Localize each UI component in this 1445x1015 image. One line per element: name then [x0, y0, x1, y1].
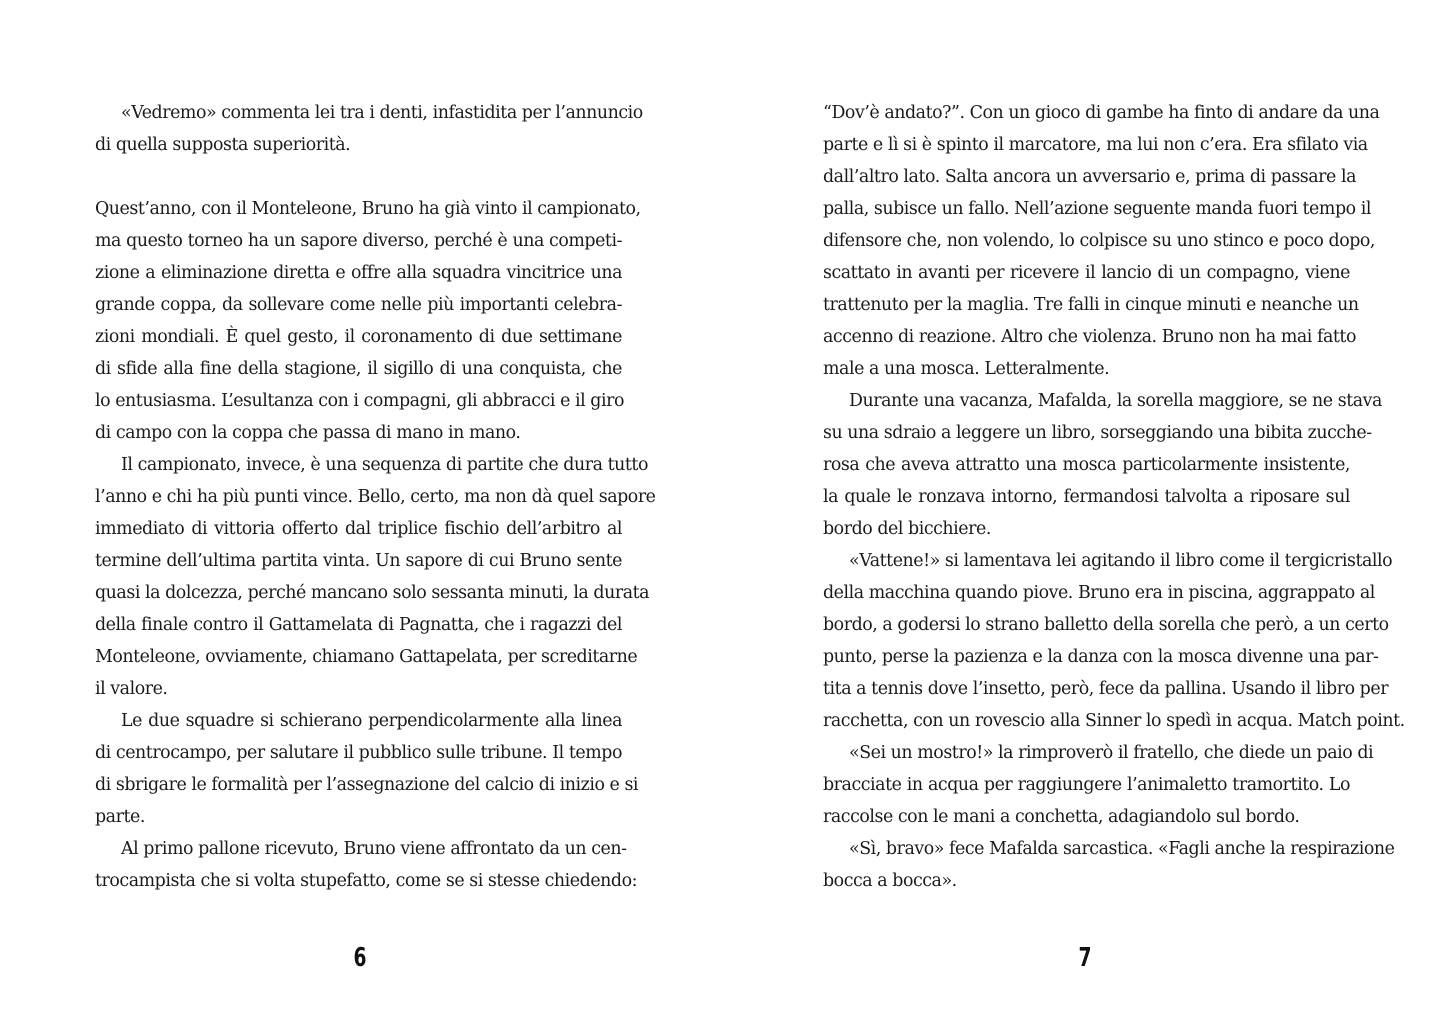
text-line: palla, subisce un fallo. Nell’azione seguente manda fuori tempo il	[823, 199, 1371, 219]
text-line: ma questo torneo ha un sapore diverso, perché è una competi-	[95, 231, 622, 251]
text-line: zioni mondiali. È quel gesto, il coronamento di due settimane	[95, 327, 622, 347]
text-line: «Vedremo» commenta lei tra i denti, infastidita per l’annuncio	[121, 103, 643, 123]
text-line: bordo, a godersi lo strano balletto della sorella che però, a un certo	[823, 615, 1389, 635]
text-line: dall’altro lato. Salta ancora un avversario e, prima di passare la	[823, 167, 1356, 187]
page-number-right: 7	[1078, 943, 1092, 973]
text-line: della finale contro il Gattamelata di Pagnatta, che i ragazzi del	[95, 615, 622, 635]
text-line: lo entusiasma. L’esultanza con i compagni, gli abbracci e il giro	[95, 391, 624, 411]
text-line: grande coppa, da sollevare come nelle più importanti celebra-	[95, 295, 622, 315]
text-line: «Vattene!» si lamentava lei agitando il libro come il tergicristallo	[849, 551, 1393, 571]
text-line: “Dov’è andato?”. Con un gioco di gambe ha finto di andare da una	[823, 103, 1380, 123]
text-line: di sbrigare le formalità per l’assegnazione del calcio di inizio e si	[95, 775, 639, 795]
text-line: parte.	[95, 807, 145, 827]
text-line: «Sei un mostro!» la rimproverò il fratello, che diede un paio di	[849, 743, 1374, 763]
text-line: Le due squadre si schierano perpendicolarmente alla linea	[121, 711, 622, 731]
right-page-text	[823, 97, 1405, 897]
text-line: di sfide alla fine della stagione, il sigillo di una conquista, che	[95, 359, 622, 379]
text-line: di campo con la coppa che passa di mano in mano.	[95, 423, 521, 443]
text-line: di centrocampo, per salutare il pubblico sulle tribune. Il tempo	[95, 743, 622, 763]
text-line: male a una mosca. Letteralmente.	[823, 359, 1110, 379]
text-line: Monteleone, ovviamente, chiamano Gattapelata, per screditarne	[95, 647, 638, 667]
text-line: Quest’anno, con il Monteleone, Bruno ha già vinto il campionato,	[95, 199, 641, 219]
text-line: di quella supposta superiorità.	[95, 135, 351, 155]
text-line: Durante una vacanza, Mafalda, la sorella maggiore, se ne stava	[849, 391, 1382, 411]
text-line: quasi la dolcezza, perché mancano solo sessanta minuti, la durata	[95, 583, 650, 603]
text-line: Al primo pallone ricevuto, Bruno viene affrontato da un cen-	[121, 839, 627, 859]
text-line: Il campionato, invece, è una sequenza di partite che dura tutto	[121, 455, 648, 475]
text-line: della macchina quando piove. Bruno era in piscina, aggrappato al	[823, 583, 1375, 603]
text-line: accenno di reazione. Altro che violenza. Bruno non ha mai fatto	[823, 327, 1356, 347]
text-line: punto, perse la pazienza e la danza con la mosca divenne una par-	[823, 647, 1379, 667]
text-line: trocampista che si volta stupefatto, come se si stesse chiedendo:	[95, 871, 638, 891]
text-line: l’anno e chi ha più punti vince. Bello, certo, ma non dà quel sapore	[95, 487, 656, 507]
text-line: immediato di vittoria offerto dal triplice fischio dell’arbitro al	[95, 519, 622, 539]
text-line: il valore.	[95, 679, 168, 699]
text-line: «Sì, bravo» fece Mafalda sarcastica. «Fagli anche la respirazione	[849, 839, 1395, 859]
left-page-text	[95, 97, 656, 897]
text-line: parte e lì si è spinto il marcatore, ma lui non c’era. Era sfilato via	[823, 135, 1368, 155]
text-line: rosa che aveva attratto una mosca particolarmente insistente,	[823, 455, 1350, 475]
text-line: termine dell’ultima partita vinta. Un sapore di cui Bruno sente	[95, 551, 622, 571]
text-line: zione a eliminazione diretta e offre alla squadra vincitrice una	[95, 263, 622, 283]
text-line: bordo del bicchiere.	[823, 519, 991, 539]
text-line: raccolse con le mani a conchetta, adagiandolo sul bordo.	[823, 807, 1300, 827]
page-number-left: 6	[353, 943, 367, 973]
text-line: su una sdraio a leggere un libro, sorseggiando una bibita zucche-	[823, 423, 1372, 443]
text-line: bracciate in acqua per raggiungere l’animaletto tramortito. Lo	[823, 775, 1350, 795]
text-line: racchetta, con un rovescio alla Sinner lo spedì in acqua. Match point.	[823, 711, 1405, 731]
text-line: difensore che, non volendo, lo colpisce su uno stinco e poco dopo,	[823, 231, 1376, 251]
text-line: tita a tennis dove l’insetto, però, fece da pallina. Usando il libro per	[823, 679, 1389, 699]
text-line: scattato in avanti per ricevere il lancio di un compagno, viene	[823, 263, 1350, 283]
text-line: bocca a bocca».	[823, 871, 957, 891]
text-line: la quale le ronzava intorno, fermandosi talvolta a riposare sul	[823, 487, 1350, 507]
paragraph-break	[95, 161, 622, 193]
text-line: trattenuto per la maglia. Tre falli in cinque minuti e neanche un	[823, 295, 1359, 315]
